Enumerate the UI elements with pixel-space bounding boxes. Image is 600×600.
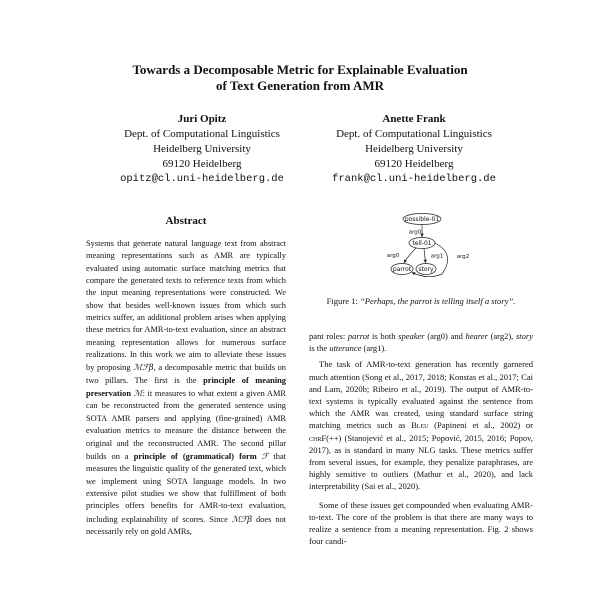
author-city: 69120 Heidelberg (374, 158, 454, 170)
author-university: Heidelberg University (153, 143, 251, 155)
text-segment: (Papineni et al., 2002) or (428, 420, 533, 431)
edge-label-arg0-parrot: arg0 (386, 253, 400, 259)
figure-caption-text: “Perhaps, the parrot is telling itself a story”. (360, 296, 516, 306)
node-tell-label: tell-01 (412, 240, 432, 247)
edge-tell-parrot (404, 248, 416, 263)
metric-symbol-m: ℳ (133, 388, 143, 399)
abstract-segment: does not necessarily rely on gold AMRs, (86, 514, 286, 536)
text-segment: pant roles: (309, 331, 348, 341)
node-possible-label: possible-01 (404, 216, 440, 223)
text-segment: (arg1). (361, 343, 387, 354)
paper-title (0, 62, 600, 94)
author-department: Dept. of Computational Linguistics (124, 128, 280, 140)
abstract-text (86, 238, 286, 538)
paragraph-issues: Some of these issues get compounded when evaluating AMR-to-text. The core of the problem is that there are many ways to realize a sentence from a meaning representation. Fig. 2 shows four candi- (309, 499, 533, 547)
metric-symbol-mf: ℳℱβ (133, 362, 154, 373)
author-department: Dept. of Computational Linguistics (336, 128, 492, 140)
text-segment: is both (369, 331, 399, 341)
node-parrot-label: parrot (392, 266, 412, 273)
principle-grammatical-form: principle of (grammatical) form (133, 451, 257, 461)
author-name: Juri Opitz (177, 113, 227, 125)
author-name: Anette Frank (382, 113, 446, 125)
term-hearer: hearer (465, 331, 488, 341)
abstract-segment: , a decomposable metric that builds on two pillars. The first is the (86, 363, 286, 385)
edge-label-arg2: arg2 (456, 254, 470, 260)
author-city: 69120 Heidelberg (162, 158, 242, 170)
metric-symbol-mf: ℳℱβ (231, 513, 253, 524)
term-utterance: utterance (329, 343, 362, 354)
edge-tell-story (424, 249, 426, 263)
text-segment: The task of AMR-to-text generation has recently garnered much attention (Song et al., 2017, 2018; Konstas et al., 2017; Cai and Lam, 2020b; Ribeiro et al., 2019). The output of AMR-to-text systems is typically evaluated against the sentence from which the AMR was created, using standard surface string matching metrics such as (309, 359, 533, 431)
amr-graph-figure (380, 210, 490, 282)
metric-symbol-f: ℱ (261, 450, 269, 461)
author-email[interactable]: frank@cl.uni-heidelberg.de (332, 173, 496, 185)
principle-meaning-preservation: principle of meaning preservation (86, 375, 286, 399)
paper-title-line-1: Towards a Decomposable Metric for Explainable Evaluation (132, 62, 468, 77)
term-parrot: parrot (347, 331, 370, 341)
metric-bleu: Bleu (411, 420, 429, 431)
paragraph-roles (309, 330, 533, 354)
body-text (309, 330, 533, 547)
paper-title-line-2: of Text Generation from AMR (215, 78, 385, 93)
text-segment: F(++) (Stanojević et al., 2015; Popović, 2015, 2016; Popov, 2017), as is standard in many NLG tasks. These metrics suffer from several issues, for example, they penalize paraphrases, are highly sensitive to outliers (Mathur et al., 2020), and lack interpretability (Sai et al., 2020). (309, 432, 533, 492)
abstract-segment: Systems that generate natural language text from abstract meaning representations such as AMR are typically evaluated using automatic surface matching metrics that compare the generated texts to reference texts from which the input meaning representations were constructed. We show that besides well-known issues from which such metrics suffer, an additional problem arises when applying these metrics for AMR-to-text evaluation, since an abstract meaning representation allows for numerous surface realizations. In this work we aim to alleviate these issues by proposing (86, 239, 286, 373)
metric-chrf: chr (309, 432, 322, 443)
figure-caption (309, 296, 533, 306)
node-story-label: story (418, 266, 434, 273)
author-university: Heidelberg University (365, 143, 463, 155)
abstract-heading: Abstract (165, 215, 207, 227)
edge-label-arg0-top: arg0 (408, 229, 422, 236)
author-block-2 (298, 112, 530, 187)
author-email[interactable]: opitz@cl.uni-heidelberg.de (120, 173, 284, 185)
term-story: story (516, 331, 533, 341)
abstract-segment: that measures the linguistic quality of the generated text, which we implement using SOTA language models. In two extensive pilot studies we show that fulfillment of both principles offers benefits for AMR-to-text evaluation, including explainability of scores. Since (86, 451, 286, 524)
figure-caption-prefix: Figure 1: (326, 296, 360, 306)
text-segment: (arg0) and (424, 331, 466, 341)
text-segment: is the (309, 343, 330, 354)
edge-label-arg1: arg1 (430, 253, 444, 260)
text-segment: (arg2), (487, 331, 516, 341)
abstract-segment: : it measures to what extent a given AMR can be reconstructed from the generated sentence using SOTA AMR parsers and applying (fine-grained) AMR evaluation metrics to measure the distance between the original and the reconstructed AMR. The second pillar builds on a (86, 389, 287, 461)
author-block-1 (86, 112, 318, 187)
paragraph-task (309, 358, 533, 492)
term-speaker: speaker (398, 331, 425, 341)
